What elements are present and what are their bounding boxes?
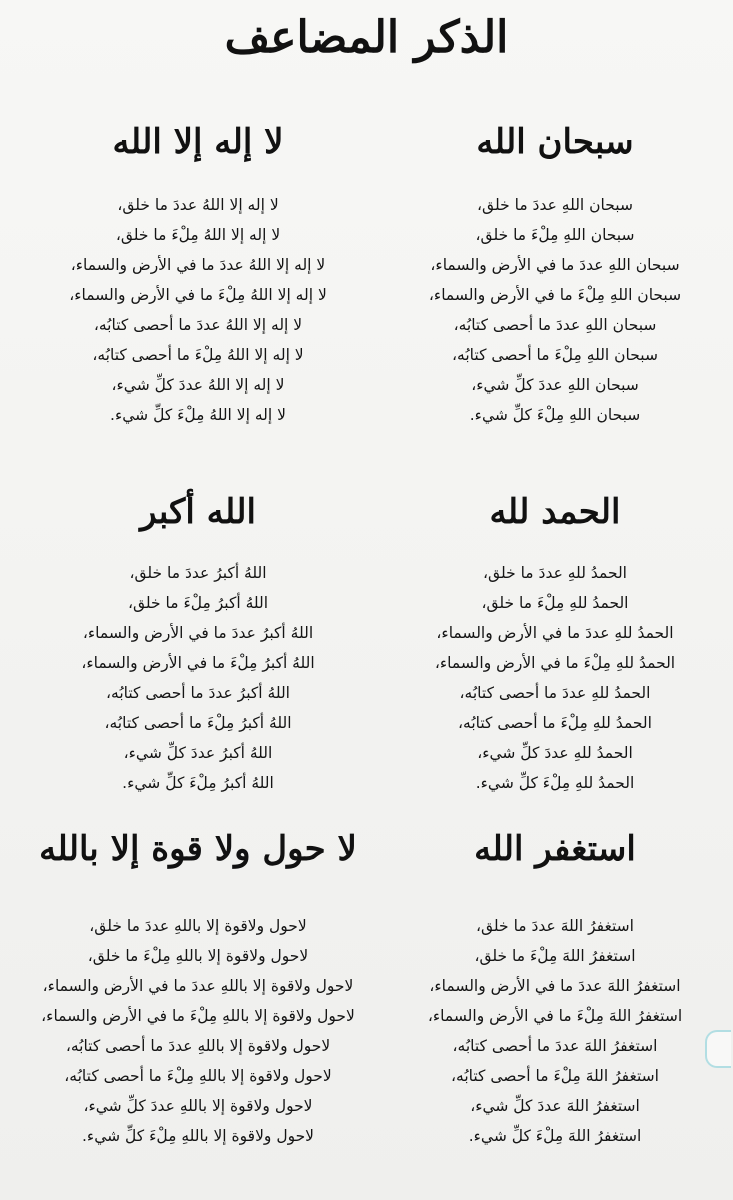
section-allahu-akbar — [18, 488, 378, 798]
dhikr-line: لا إله إلا اللهُ عددَ ما خلق، — [117, 196, 279, 214]
dhikr-line: لاحول ولاقوة إلا باللهِ عددَ ما خلق، — [89, 917, 307, 935]
dhikr-list — [395, 190, 715, 430]
dhikr-line: الحمدُ للهِ مِلْءَ ما خلق، — [481, 594, 629, 612]
dhikr-line: اللهُ أكبرُ عددَ كلِّ شيء، — [123, 744, 273, 762]
dhikr-list — [395, 911, 715, 1151]
section-heading: الحمد لله — [489, 492, 621, 532]
dhikr-line: استغفرُ اللهَ مِلْءَ ما خلق، — [474, 947, 636, 965]
dhikr-line: سبحان اللهِ مِلْءَ ما أحصى كتابُه، — [452, 346, 658, 364]
dhikr-line: استغفرُ اللهَ عددَ ما خلق، — [476, 917, 634, 935]
dhikr-line: الحمدُ للهِ مِلْءَ ما في الأرض والسماء، — [434, 654, 676, 672]
dhikr-list — [18, 190, 378, 430]
dhikr-line: الحمدُ للهِ عددَ ما خلق، — [483, 564, 627, 582]
dhikr-line: لاحول ولاقوة إلا باللهِ مِلْءَ كلِّ شيء. — [81, 1127, 315, 1145]
section-la-ilaha-illa-allah — [18, 118, 378, 430]
dhikr-line: اللهُ أكبرُ مِلْءَ ما أحصى كتابُه، — [104, 714, 292, 732]
section-heading: استغفر الله — [474, 829, 636, 869]
dhikr-line: لا إله إلا اللهُ مِلْءَ كلِّ شيء. — [110, 406, 286, 424]
dhikr-line: لاحول ولاقوة إلا باللهِ مِلْءَ ما خلق، — [87, 947, 309, 965]
dhikr-line: الحمدُ للهِ مِلْءَ ما أحصى كتابُه، — [458, 714, 652, 732]
section-heading: لا إله إلا الله — [112, 122, 284, 162]
dhikr-line: استغفرُ اللهَ مِلْءَ ما أحصى كتابُه، — [451, 1067, 659, 1085]
dhikr-line: الحمدُ للهِ عددَ كلِّ شيء، — [477, 744, 633, 762]
dhikr-line: سبحان اللهِ عددَ ما خلق، — [477, 196, 633, 214]
dhikr-line: استغفرُ اللهَ عددَ ما أحصى كتابُه، — [452, 1037, 658, 1055]
watermark-icon — [705, 1030, 731, 1068]
dhikr-line: سبحان اللهِ مِلْءَ ما خلق، — [475, 226, 635, 244]
dhikr-line: اللهُ أكبرُ مِلْءَ كلِّ شيء. — [122, 774, 274, 792]
dhikr-line: لا إله إلا اللهُ مِلْءَ ما في الأرض والسماء، — [69, 286, 327, 304]
dhikr-line: اللهُ أكبرُ عددَ ما أحصى كتابُه، — [106, 684, 290, 702]
dhikr-line: لاحول ولاقوة إلا باللهِ عددَ ما أحصى كتابُه، — [65, 1037, 331, 1055]
dhikr-line: سبحان اللهِ عددَ ما في الأرض والسماء، — [430, 256, 680, 274]
dhikr-line: لا إله إلا اللهُ عددَ ما في الأرض والسماء، — [70, 256, 326, 274]
dhikr-line: لاحول ولاقوة إلا باللهِ مِلْءَ ما في الأرض والسماء، — [41, 1007, 355, 1025]
dhikr-list — [18, 911, 378, 1151]
dhikr-line: استغفرُ اللهَ مِلْءَ ما في الأرض والسماء، — [427, 1007, 683, 1025]
dhikr-line: استغفرُ اللهَ عددَ كلِّ شيء، — [470, 1097, 640, 1115]
dhikr-line: استغفرُ اللهَ مِلْءَ كلِّ شيء. — [468, 1127, 642, 1145]
dhikr-line: اللهُ أكبرُ عددَ ما خلق، — [129, 564, 267, 582]
section-la-hawla — [18, 825, 378, 1151]
dhikr-line: الحمدُ للهِ مِلْءَ كلِّ شيء. — [475, 774, 635, 792]
dhikr-line: سبحان اللهِ عددَ ما أحصى كتابُه، — [453, 316, 657, 334]
dhikr-line: استغفرُ اللهَ عددَ ما في الأرض والسماء، — [429, 977, 681, 995]
dhikr-list — [395, 558, 715, 798]
dhikr-line: سبحان اللهِ مِلْءَ ما في الأرض والسماء، — [428, 286, 682, 304]
section-heading: لا حول ولا قوة إلا بالله — [39, 829, 357, 869]
section-alhamdulillah — [395, 488, 715, 798]
dhikr-line: لاحول ولاقوة إلا باللهِ مِلْءَ ما أحصى كتابُه، — [64, 1067, 332, 1085]
dhikr-line: لاحول ولاقوة إلا باللهِ عددَ ما في الأرض والسماء، — [42, 977, 354, 995]
section-astaghfirullah — [395, 825, 715, 1151]
section-heading: سبحان الله — [476, 122, 634, 162]
dhikr-line: سبحان اللهِ عددَ كلِّ شيء، — [471, 376, 639, 394]
dhikr-line: لا إله إلا اللهُ عددَ كلِّ شيء، — [111, 376, 285, 394]
dhikr-line: لا إله إلا اللهُ عددَ ما أحصى كتابُه، — [93, 316, 303, 334]
section-heading: الله أكبر — [140, 492, 256, 532]
dhikr-line: لا إله إلا اللهُ مِلْءَ ما خلق، — [115, 226, 281, 244]
dhikr-line: لا إله إلا اللهُ مِلْءَ ما أحصى كتابُه، — [92, 346, 304, 364]
dhikr-line: اللهُ أكبرُ مِلْءَ ما في الأرض والسماء، — [81, 654, 315, 672]
page-title: الذكر المضاعف — [224, 12, 509, 63]
dhikr-line: اللهُ أكبرُ عددَ ما في الأرض والسماء، — [82, 624, 314, 642]
dhikr-line: الحمدُ للهِ عددَ ما أحصى كتابُه، — [459, 684, 651, 702]
dhikr-line: اللهُ أكبرُ مِلْءَ ما خلق، — [127, 594, 269, 612]
dhikr-line: سبحان اللهِ مِلْءَ كلِّ شيء. — [469, 406, 641, 424]
dhikr-list — [18, 558, 378, 798]
section-subhan-allah — [395, 118, 715, 430]
dhikr-line: لاحول ولاقوة إلا باللهِ عددَ كلِّ شيء، — [83, 1097, 313, 1115]
dhikr-line: الحمدُ للهِ عددَ ما في الأرض والسماء، — [436, 624, 674, 642]
